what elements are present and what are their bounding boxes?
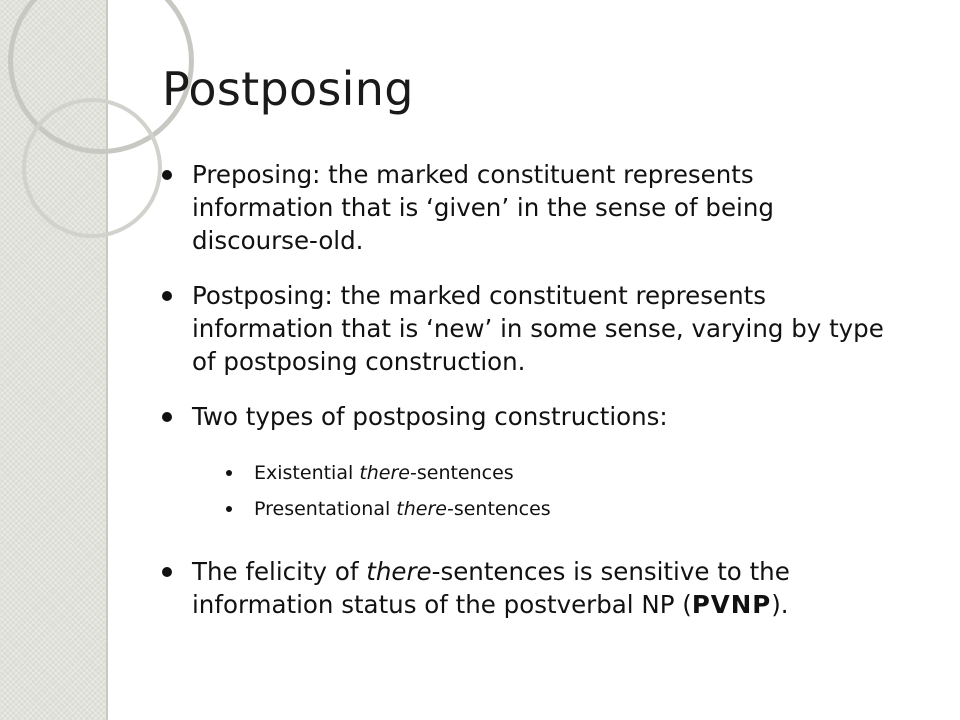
bullet-text: The felicity of [192, 557, 367, 586]
sub-bullet-italic: there [359, 462, 410, 484]
sub-bullet-text: Existential [254, 462, 360, 484]
sub-bullet-presentational [224, 491, 902, 527]
bullet-italic: there [366, 557, 432, 586]
bullet-text: -sentences is sensitive to the information status of the postverbal NP ( [192, 557, 790, 619]
sub-bullet-italic: there [396, 498, 447, 520]
decorative-ring-middle [22, 98, 162, 238]
sub-bullet-text: Presentational [254, 498, 397, 520]
sub-bullet-existential [224, 455, 902, 491]
slide-content [162, 158, 902, 643]
sub-bullet-text: -sentences [446, 498, 551, 520]
sub-bullet-list [162, 455, 902, 527]
bullet-two-types: Two types of postposing constructions: [162, 400, 902, 433]
sub-bullet-text: -sentences [410, 462, 514, 484]
bullet-text: ). [771, 590, 789, 619]
bullet-preposing: Preposing: the marked constituent represents information that is ‘given’ in the sense of being discourse-old. [162, 158, 902, 257]
bullet-felicity [162, 555, 902, 621]
bullet-bold-acronym: PVNP [691, 590, 772, 619]
slide-title: Postposing [162, 62, 414, 116]
bullet-postposing: Postposing: the marked constituent represents information that is ‘new’ in some sense, varying by type of postposing construction. [162, 279, 902, 378]
